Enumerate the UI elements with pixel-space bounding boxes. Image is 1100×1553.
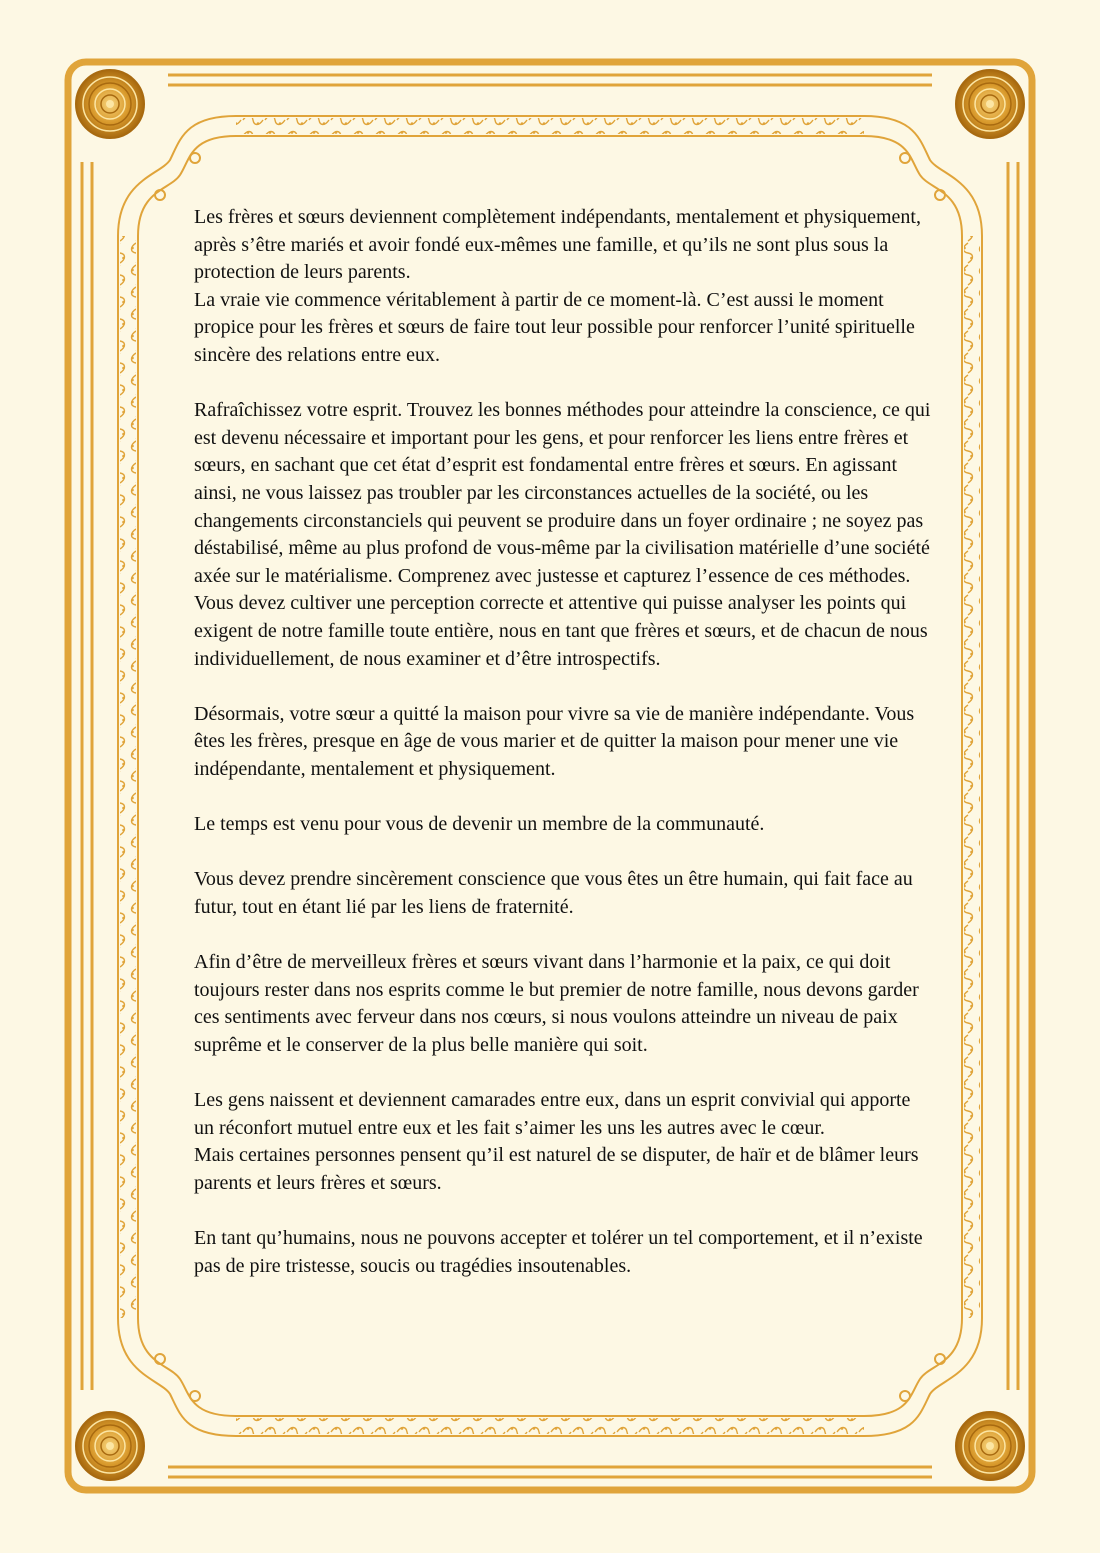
paragraph-5: Vous devez prendre sincèrement conscience que vous êtes un être humain, qui fait face au futur, tout en étant lié par les liens de fraternité. xyxy=(194,868,913,918)
document-body xyxy=(194,204,934,1280)
paragraph-8: En tant qu’humains, nous ne pouvons accepter et tolérer un tel comportement, et il n’existe pas de pire tristesse, soucis ou tragédies insoutenables. xyxy=(194,1226,923,1277)
corner-medallion-top-left-icon xyxy=(76,70,144,138)
paragraph-1: Les frères et sœurs deviennent complètement indépendants, mentalement et physiquement, après s’être mariés et avoir fondé eux-mêmes une famille, et qu’ils ne sont plus sous la protection de leurs parents. La vraie vie commence véritablement à partir de ce moment-là. C’est aussi le moment propice pour les frères et sœurs de faire tout leur possible pour renforcer l’unité spirituelle sincère des relations entre eux. xyxy=(194,206,921,366)
corner-medallion-bottom-right-icon xyxy=(956,1412,1024,1480)
paragraph-7: Les gens naissent et deviennent camarades entre eux, dans un esprit convivial qui apporte un réconfort mutuel entre eux et les fait s’aimer les uns les autres avec le cœur. Mais certaines personnes pensent qu’il est naturel de se disputer, de haïr et de blâmer leurs parents et leurs frères et sœurs. xyxy=(194,1089,919,1194)
paragraph-3: Désormais, votre sœur a quitté la maison pour vivre sa vie de manière indépendante. Vous êtes les frères, presque en âge de vous marier et de quitter la maison pour mener une vie indépendante, mentalement et physiquement. xyxy=(194,702,915,780)
corner-medallion-top-right-icon xyxy=(956,70,1024,138)
paragraph-2: Rafraîchissez votre esprit. Trouvez les bonnes méthodes pour atteindre la conscience, ce qui est devenu nécessaire et important pour les gens, et pour renforcer les liens entre frères et sœurs, en sachant que cet état d’esprit est fondamental entre frères et sœurs. En agissant ainsi, ne vous laissez pas troubler par les circonstances actuelles de la société, ou les changements circonstanciels qui peuvent se produire dans un foyer ordinaire ; ne soyez pas déstabilisé, même au plus profond de vous-même par la civilisation matérielle d’une société axée sur le matérialisme. Comprenez avec justesse et capturez l’essence de ces méthodes. Vous devez cultiver une perception correcte et attentive qui puisse analyser les points qui exigent de notre famille toute entière, nous en tant que frères et sœurs, et de chacun de nous individuellement, de nous examiner et d’être introspectifs. xyxy=(194,399,931,670)
corner-medallion-bottom-left-icon xyxy=(76,1412,144,1480)
paragraph-4: Le temps est venu pour vous de devenir un membre de la communauté. xyxy=(194,813,765,836)
paragraph-6: Afin d’être de merveilleux frères et sœurs vivant dans l’harmonie et la paix, ce qui doit toujours rester dans nos esprits comme le but premier de notre famille, nous devons garder ces sentiments avec ferveur dans nos cœurs, si nous voulons atteindre un niveau de paix suprême et le conserver de la plus belle manière qui soit. xyxy=(194,951,919,1056)
